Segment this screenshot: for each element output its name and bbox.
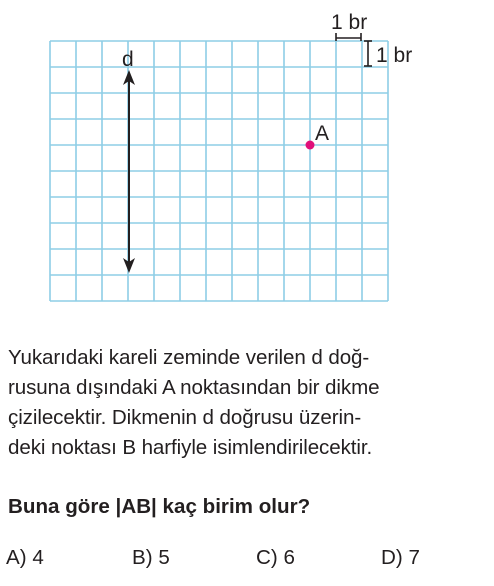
unit-vertical-label: 1 br — [376, 44, 413, 67]
square-grid — [50, 41, 388, 301]
answer-options — [0, 546, 494, 576]
option-b[interactable]: B) 5 — [132, 546, 170, 569]
question-line: rusuna dışındaki A noktasından bir dikme — [8, 376, 380, 399]
question-text — [8, 343, 488, 463]
option-a[interactable]: A) 4 — [6, 546, 44, 569]
line-d-label: d — [122, 48, 134, 71]
question-prompt: Buna göre |AB| kaç birim olur? — [8, 495, 311, 518]
question-line: Yukarıdaki kareli zeminde verilen d doğ- — [8, 346, 370, 369]
option-c[interactable]: C) 6 — [256, 546, 295, 569]
option-d[interactable]: D) 7 — [381, 546, 420, 569]
question-line: çizilecektir. Dikmenin d doğrusu üzerin- — [8, 406, 362, 429]
unit-horizontal-label: 1 br — [331, 11, 368, 34]
question-line: deki noktası B harfiyle isimlendirilecektir. — [8, 436, 373, 459]
point-a — [306, 141, 315, 150]
point-a-label: A — [315, 122, 330, 145]
